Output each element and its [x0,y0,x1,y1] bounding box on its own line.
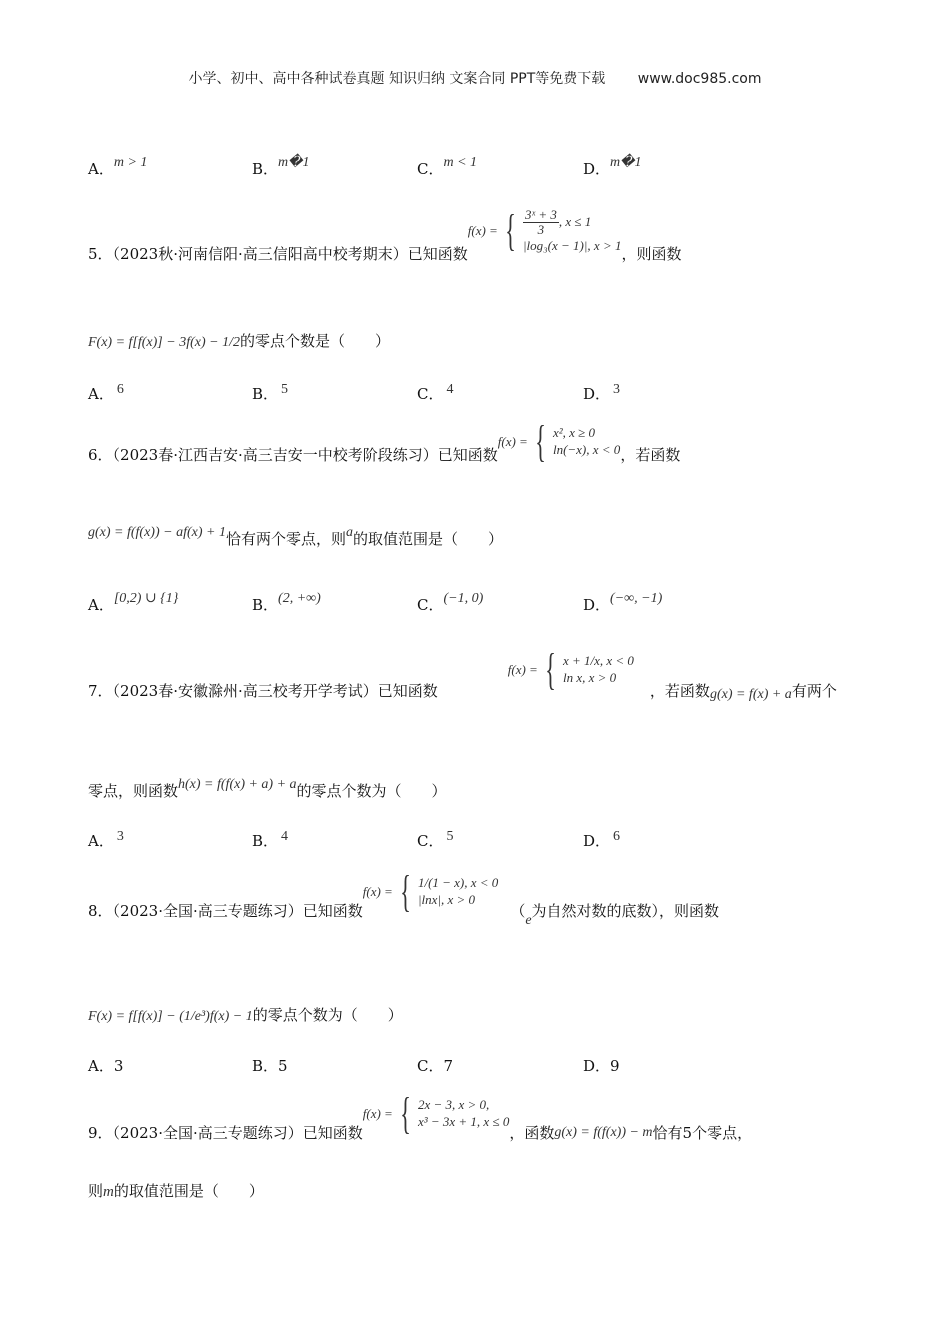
header-text: 小学、初中、高中各种试卷真题 知识归纳 文案合同 PPT等免费下载 [188,71,606,87]
q8-case-1: 1/(1 − x), x < 0 [417,875,499,891]
q4-option-b[interactable]: B．m�1 [252,155,310,178]
q7-case-1: x + 1/x, x < 0 [562,653,634,669]
q6-formula: g(x) = f(f(x)) − af(x) + 1 [88,525,226,540]
q5-stem: 5．（2023秋·河南信阳·高三信阳高中校考期末）已知函数 f(x) = { $\frac{\text{3ˣ + 3}}{3}$ , x ≤ 1 |log₃(x − 1)|, x > 1 ，则函数 [88,206,682,264]
q6-option-d[interactable]: D．(−∞, −1) [583,591,663,614]
q8-option-a[interactable]: A．3 [88,1057,124,1075]
q6-option-b[interactable]: B．(2, +∞) [252,591,321,614]
q4-option-a[interactable]: A．m > 1 [88,155,148,178]
q9-case-2: x³ − 3x + 1, x ≤ 0 [417,1114,510,1129]
q9-line-2: 则m的取值范围是（ ） [88,1182,264,1200]
q7-h-formula: h(x) = f(f(x) + a) + a [178,777,297,792]
q5-option-b[interactable]: B． 5 [252,382,289,403]
page-header [0,68,950,88]
q5-option-c[interactable]: C． 4 [417,382,454,403]
q5-line-2: F(x) = f[f(x)] − 3f(x) − 1/2的零点个数是（ ） [88,332,390,350]
q5-case-1: $\frac{\text{3ˣ + 3}}{3}$ , x ≤ 1 [524,207,592,238]
q7-piecewise: f(x) = { x + 1/x, x < 0 ln x, x > 0 [507,645,634,694]
q9-g-formula: g(x) = f(f(x)) − m [554,1125,653,1140]
q6-line-2: g(x) = f(f(x)) − af(x) + 1恰有两个零点，则a的取值范围是（ ） [88,525,503,548]
q8-piecewise: f(x) = { 1/(1 − x), x < 0 |lnx|, x > 0 [362,867,499,916]
header-url[interactable]: www.doc985.com [637,71,762,87]
q4-option-d[interactable]: D．m�1 [583,155,642,178]
q5-option-a[interactable]: A． 6 [88,382,124,403]
q6-case-1: x², x ≥ 0 [552,425,596,441]
q7-case-2: ln x, x > 0 [562,670,617,685]
q6-piecewise: f(x) = { x², x ≥ 0 ln(−x), x < 0 [497,417,621,466]
q7-option-d[interactable]: D． 6 [583,829,621,850]
q7-option-c[interactable]: C． 5 [417,829,454,850]
q7-stem: 7．（2023春·安徽滁州·高三校考开学考试）已知函数 f(x) = { x + 1/x, x < 0 ln x, x > 0 ，若函数g(x) = f(x) + a有两个 [88,645,837,702]
q4-option-c[interactable]: C．m < 1 [417,155,478,178]
q6-stem: 6．（2023春·江西吉安·高三吉安一中校考阶段练习）已知函数 f(x) = { x², x ≥ 0 ln(−x), x < 0 ，若函数 [88,417,681,466]
q9-piecewise: f(x) = { 2x − 3, x > 0, x³ − 3x + 1, x ≤ 0 [362,1089,510,1138]
q8-line-2: F(x) = f[f(x)] − (1/e³)f(x) − 1的零点个数为（ ） [88,1006,403,1024]
q6-option-c[interactable]: C．(−1, 0) [417,591,484,614]
q6-case-2: ln(−x), x < 0 [552,442,621,457]
q7-g-formula: g(x) = f(x) + a [709,687,792,702]
q6-option-a[interactable]: A．[0,2) ∪ {1} [88,591,179,614]
q7-line-2: 零点，则函数h(x) = f(f(x) + a) + a的零点个数为（ ） [88,777,447,800]
q8-case-2: |lnx|, x > 0 [417,892,476,907]
q9-case-1: 2x − 3, x > 0, [417,1097,490,1113]
q7-option-b[interactable]: B． 4 [252,829,289,850]
q7-option-a[interactable]: A． 3 [88,829,124,850]
q5-piecewise: f(x) = { $\frac{\text{3ˣ + 3}}{3}$ , x ≤ 1 |log₃(x − 1)|, x > 1 [467,206,622,256]
q5-case-2: |log₃(x − 1)|, x > 1 [522,237,622,253]
q5-formula: F(x) = f[f(x)] − 3f(x) − 1/2 [88,335,240,350]
q8-stem: 8．（2023·全国·高三专题练习）已知函数 f(x) = { 1/(1 − x), x < 0 |lnx|, x > 0 （e为自然对数的底数），则函数 [88,867,720,928]
q8-option-b[interactable]: B．5 [252,1057,288,1075]
q8-option-d[interactable]: D．9 [583,1057,620,1075]
q8-formula: F(x) = f[f(x)] − (1/e³)f(x) − 1 [88,1009,253,1024]
q5-option-d[interactable]: D． 3 [583,382,621,403]
q8-option-c[interactable]: C．7 [417,1057,454,1075]
q9-stem: 9．（2023·全国·高三专题练习）已知函数 f(x) = { 2x − 3, x > 0, x³ − 3x + 1, x ≤ 0 ，函数g(x) = f(f(x)) − m恰有5个零点， [88,1089,753,1142]
